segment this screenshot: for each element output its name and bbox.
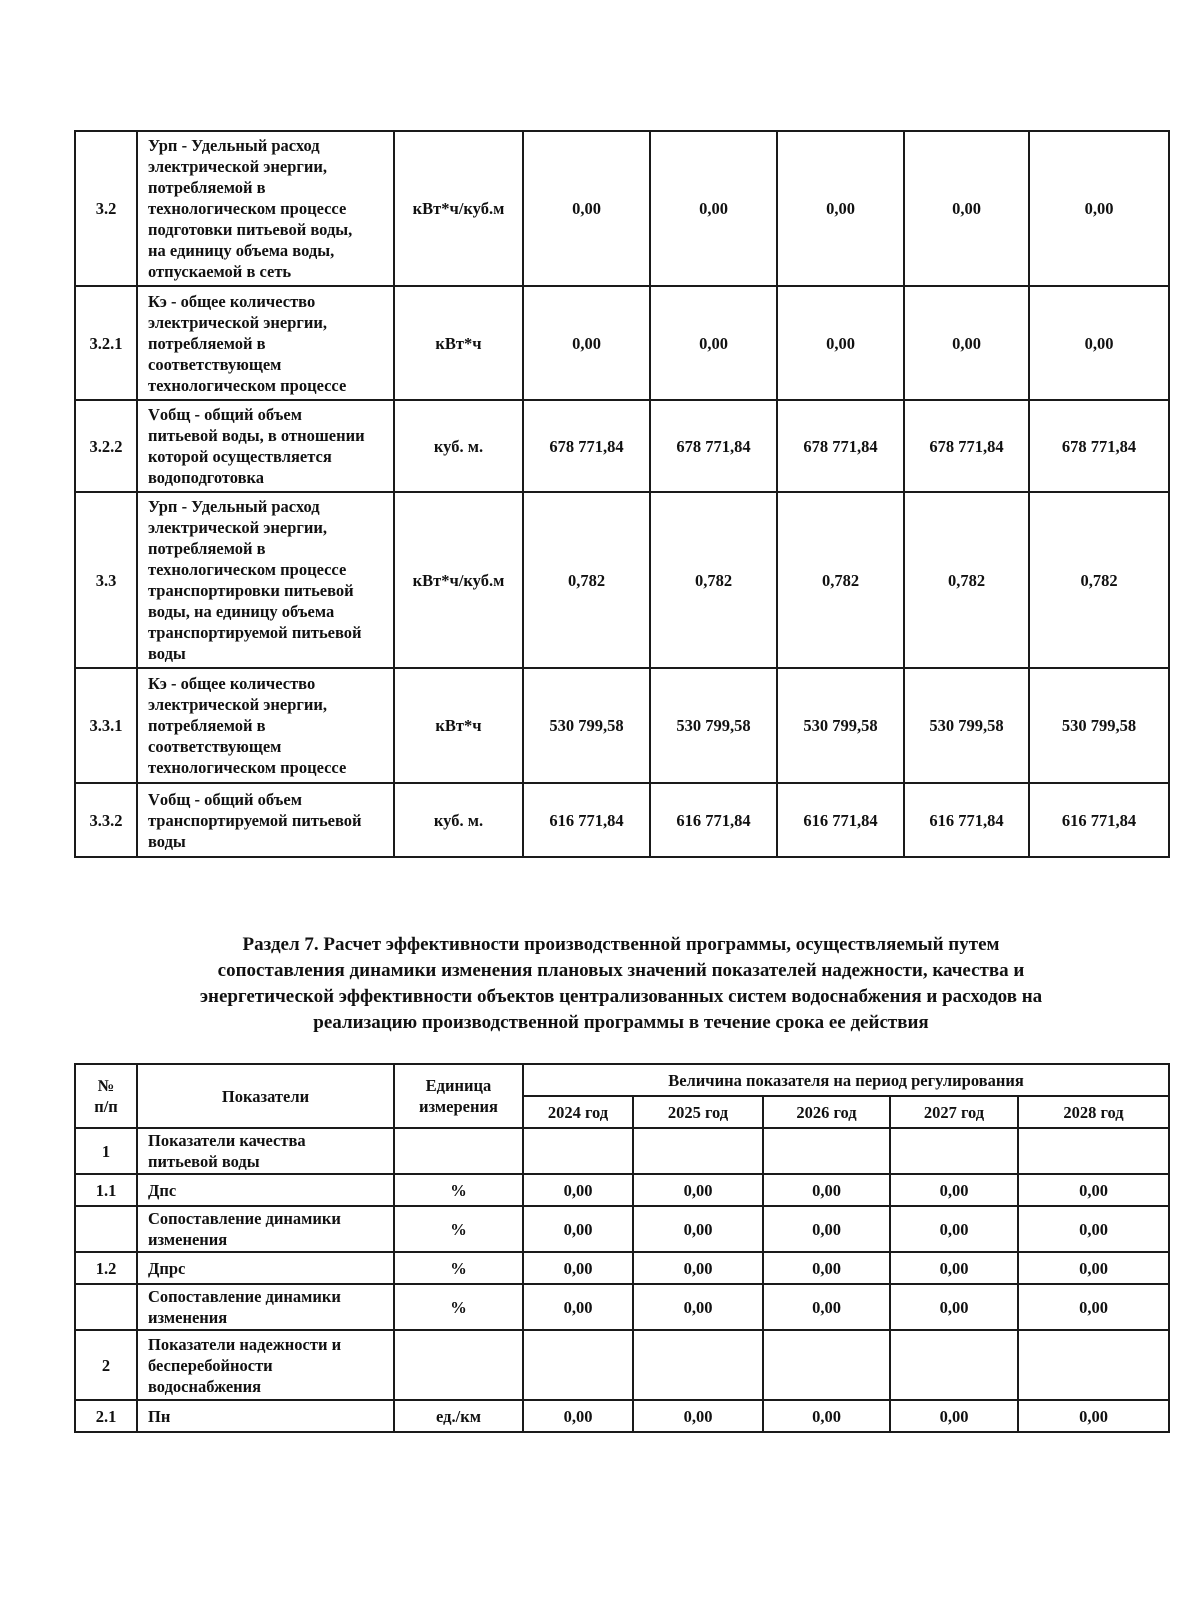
indicator-name-line: потребляемой в [148, 333, 266, 353]
unit-cell: куб. м. [394, 783, 523, 857]
indicator-name-line: Дпрс [148, 1258, 186, 1278]
header-year: 2025 год [633, 1096, 763, 1128]
indicator-name-line: технологическом процессе [148, 560, 347, 579]
value-cell: 616 771,84 [650, 783, 777, 857]
indicator-name-cell [137, 1206, 394, 1252]
indicator-name-line: изменения [148, 1230, 228, 1249]
indicator-name-line: водоподготовка [148, 468, 265, 487]
indicator-name-line: технологическом процессе [148, 375, 347, 395]
indicator-name-line: потребляемой в [148, 178, 266, 197]
indicator-name-cell [137, 492, 394, 668]
row-number-cell: 3.2.1 [75, 286, 137, 400]
value-cell: 0,782 [523, 492, 650, 668]
row-number-cell: 1 [75, 1128, 137, 1174]
unit-cell: ед./км [394, 1400, 523, 1432]
table-row [75, 400, 1169, 492]
header-year: 2024 год [523, 1096, 633, 1128]
indicator-name-cell [137, 1252, 394, 1284]
header-num [75, 1064, 137, 1128]
header-year: 2028 год [1018, 1096, 1169, 1128]
value-cell [763, 1128, 890, 1174]
header-year: 2027 год [890, 1096, 1018, 1128]
indicator-name-cell [137, 1128, 394, 1174]
value-cell: 0,782 [650, 492, 777, 668]
value-cell: 0,00 [763, 1174, 890, 1206]
table-row [75, 1206, 1169, 1252]
indicator-name-cell [137, 1284, 394, 1330]
row-number-cell: 1.2 [75, 1252, 137, 1284]
value-cell: 0,00 [523, 1252, 633, 1284]
table-row [75, 783, 1169, 857]
unit-cell: кВт*ч/куб.м [394, 492, 523, 668]
value-cell: 0,782 [904, 492, 1029, 668]
indicator-name-line: электрической энергии, [148, 157, 328, 176]
value-cell: 0,782 [777, 492, 904, 668]
value-cell [890, 1330, 1018, 1400]
row-number-cell: 1.1 [75, 1174, 137, 1206]
value-cell: 530 799,58 [1029, 668, 1169, 783]
value-cell: 0,00 [1018, 1174, 1169, 1206]
header-num-line: п/п [94, 1097, 118, 1116]
indicator-name-line: Сопоставление динамики [148, 1287, 341, 1306]
unit-cell: % [394, 1284, 523, 1330]
value-cell: 530 799,58 [904, 668, 1029, 783]
unit-cell [394, 1128, 523, 1174]
header-year: 2026 год [763, 1096, 890, 1128]
value-cell: 616 771,84 [523, 783, 650, 857]
indicator-name-line: Дпс [148, 1180, 177, 1200]
indicator-name-cell [137, 668, 394, 783]
value-cell [523, 1128, 633, 1174]
indicator-name-line: электрической энергии, [148, 695, 328, 714]
section-7-heading [74, 932, 1168, 1036]
section-heading-line: Раздел 7. Расчет эффективности производственной программы, осуществляемый путем [242, 934, 1000, 955]
value-cell: 0,00 [633, 1252, 763, 1284]
indicator-name-line: транспортируемой питьевой [148, 623, 362, 642]
value-cell: 0,00 [523, 1284, 633, 1330]
value-cell: 0,00 [777, 286, 904, 400]
value-cell: 0,00 [1029, 131, 1169, 286]
value-cell: 530 799,58 [523, 668, 650, 783]
indicator-name-line: соответствующем [148, 354, 282, 374]
value-cell: 530 799,58 [650, 668, 777, 783]
indicator-name-line: которой осуществляется [148, 447, 332, 466]
indicator-name-cell [137, 286, 394, 400]
unit-cell: % [394, 1206, 523, 1252]
indicator-name-line: отпускаемой в сеть [148, 262, 292, 281]
value-cell: 678 771,84 [1029, 400, 1169, 492]
value-cell: 0,00 [523, 131, 650, 286]
section-heading-line: реализацию производственной программы в течение срока ее действия [313, 1012, 929, 1033]
value-cell [763, 1330, 890, 1400]
value-cell [523, 1330, 633, 1400]
value-cell [1018, 1128, 1169, 1174]
value-cell: 0,00 [1018, 1400, 1169, 1432]
indicator-name-line: Vобщ - общий объем [148, 405, 302, 424]
indicator-name-line: бесперебойности [148, 1355, 273, 1375]
row-number-cell: 2 [75, 1330, 137, 1400]
energy-indicators-table [74, 130, 1170, 858]
value-cell: 0,00 [890, 1252, 1018, 1284]
value-cell: 530 799,58 [777, 668, 904, 783]
row-number-cell: 3.3.1 [75, 668, 137, 783]
efficiency-calculation-table [74, 1063, 1170, 1433]
unit-cell [394, 1330, 523, 1400]
value-cell: 0,782 [1029, 492, 1169, 668]
row-number-cell [75, 1206, 137, 1252]
value-cell: 616 771,84 [904, 783, 1029, 857]
indicator-name-line: воды, на единицу объема [148, 602, 335, 621]
value-cell: 0,00 [633, 1206, 763, 1252]
indicator-name-line: Кэ - общее количество [148, 291, 316, 311]
table-row [75, 286, 1169, 400]
unit-cell: % [394, 1252, 523, 1284]
value-cell: 0,00 [650, 286, 777, 400]
value-cell [890, 1128, 1018, 1174]
value-cell: 0,00 [523, 286, 650, 400]
value-cell: 0,00 [1029, 286, 1169, 400]
indicator-name-cell [137, 1400, 394, 1432]
indicator-name-line: технологическом процессе [148, 199, 347, 218]
indicator-name-line: Кэ - общее количество [148, 674, 316, 693]
indicator-name-line: подготовки питьевой воды, [148, 220, 353, 239]
indicator-name-line: электрической энергии, [148, 312, 328, 332]
row-number-cell: 3.3 [75, 492, 137, 668]
unit-cell: кВт*ч [394, 668, 523, 783]
value-cell: 0,00 [633, 1400, 763, 1432]
unit-cell: кВт*ч/куб.м [394, 131, 523, 286]
value-cell: 0,00 [633, 1284, 763, 1330]
table-row [75, 1400, 1169, 1432]
indicator-name-line: Vобщ - общий объем [148, 789, 302, 809]
indicator-name-cell [137, 783, 394, 857]
indicator-name-line: Сопоставление динамики [148, 1209, 341, 1228]
table-row [75, 1330, 1169, 1400]
value-cell: 0,00 [904, 131, 1029, 286]
indicator-name-line: транспортируемой питьевой [148, 810, 362, 830]
value-cell: 0,00 [890, 1400, 1018, 1432]
indicator-name-line: питьевой воды [148, 1152, 260, 1171]
table-row [75, 1252, 1169, 1284]
header-period: Величина показателя на период регулирования [523, 1064, 1169, 1096]
indicator-name-line: питьевой воды, в отношении [148, 426, 365, 445]
value-cell: 678 771,84 [777, 400, 904, 492]
indicator-name-line: потребляемой в [148, 716, 266, 735]
row-number-cell [75, 1284, 137, 1330]
value-cell: 0,00 [1018, 1206, 1169, 1252]
value-cell: 0,00 [890, 1284, 1018, 1330]
table-row [75, 1128, 1169, 1174]
table-row [75, 131, 1169, 286]
indicator-name-line: воды [148, 644, 186, 663]
value-cell: 0,00 [523, 1400, 633, 1432]
indicator-name-line: водоснабжения [148, 1376, 262, 1396]
indicator-name-line: транспортировки питьевой [148, 581, 354, 600]
value-cell: 0,00 [763, 1284, 890, 1330]
row-number-cell: 3.2 [75, 131, 137, 286]
table-row [75, 1174, 1169, 1206]
header-unit [394, 1064, 523, 1128]
row-number-cell: 3.2.2 [75, 400, 137, 492]
value-cell: 0,00 [890, 1174, 1018, 1206]
section-heading-line: сопоставления динамики изменения плановых значений показателей надежности, качества и [217, 960, 1025, 981]
unit-cell: куб. м. [394, 400, 523, 492]
header-unit-line: Единица [425, 1076, 492, 1095]
value-cell: 0,00 [890, 1206, 1018, 1252]
value-cell: 0,00 [1018, 1284, 1169, 1330]
value-cell: 616 771,84 [777, 783, 904, 857]
header-row [75, 1064, 1169, 1096]
header-num-line: № [97, 1076, 115, 1095]
value-cell: 678 771,84 [904, 400, 1029, 492]
value-cell: 0,00 [1018, 1252, 1169, 1284]
value-cell: 0,00 [777, 131, 904, 286]
indicator-name-cell [137, 131, 394, 286]
indicator-name-line: Урп - Удельный расход [148, 136, 320, 155]
indicator-name-line: соответствующем [148, 737, 282, 756]
value-cell: 0,00 [523, 1206, 633, 1252]
indicator-name-line: Пн [148, 1406, 171, 1426]
value-cell [1018, 1330, 1169, 1400]
indicator-name-line: потребляемой в [148, 539, 266, 558]
value-cell: 0,00 [904, 286, 1029, 400]
indicator-name-line: технологическом процессе [148, 758, 347, 777]
indicator-name-line: электрической энергии, [148, 518, 328, 537]
value-cell: 0,00 [763, 1206, 890, 1252]
value-cell: 0,00 [763, 1400, 890, 1432]
indicator-name-line: Показатели надежности и [148, 1334, 342, 1354]
indicator-name-cell [137, 400, 394, 492]
value-cell: 0,00 [650, 131, 777, 286]
indicator-name-line: Показатели качества [148, 1131, 306, 1150]
value-cell: 0,00 [763, 1252, 890, 1284]
value-cell [633, 1330, 763, 1400]
value-cell [633, 1128, 763, 1174]
table-row [75, 492, 1169, 668]
table-row [75, 668, 1169, 783]
value-cell: 0,00 [633, 1174, 763, 1206]
unit-cell: % [394, 1174, 523, 1206]
indicator-name-cell [137, 1330, 394, 1400]
indicator-name-line: на единицу объема воды, [148, 241, 335, 260]
header-unit-line: измерения [419, 1097, 498, 1116]
table-row [75, 1284, 1169, 1330]
indicator-name-cell [137, 1174, 394, 1206]
header-indicators: Показатели [137, 1064, 394, 1128]
value-cell: 0,00 [523, 1174, 633, 1206]
indicator-name-line: изменения [148, 1308, 228, 1327]
row-number-cell: 2.1 [75, 1400, 137, 1432]
indicator-name-line: Урп - Удельный расход [148, 497, 320, 516]
section-heading-line: энергетической эффективности объектов централизованных систем водоснабжения и расходов на [199, 986, 1043, 1007]
value-cell: 678 771,84 [523, 400, 650, 492]
unit-cell: кВт*ч [394, 286, 523, 400]
indicator-name-line: воды [148, 831, 186, 851]
row-number-cell: 3.3.2 [75, 783, 137, 857]
value-cell: 678 771,84 [650, 400, 777, 492]
value-cell: 616 771,84 [1029, 783, 1169, 857]
